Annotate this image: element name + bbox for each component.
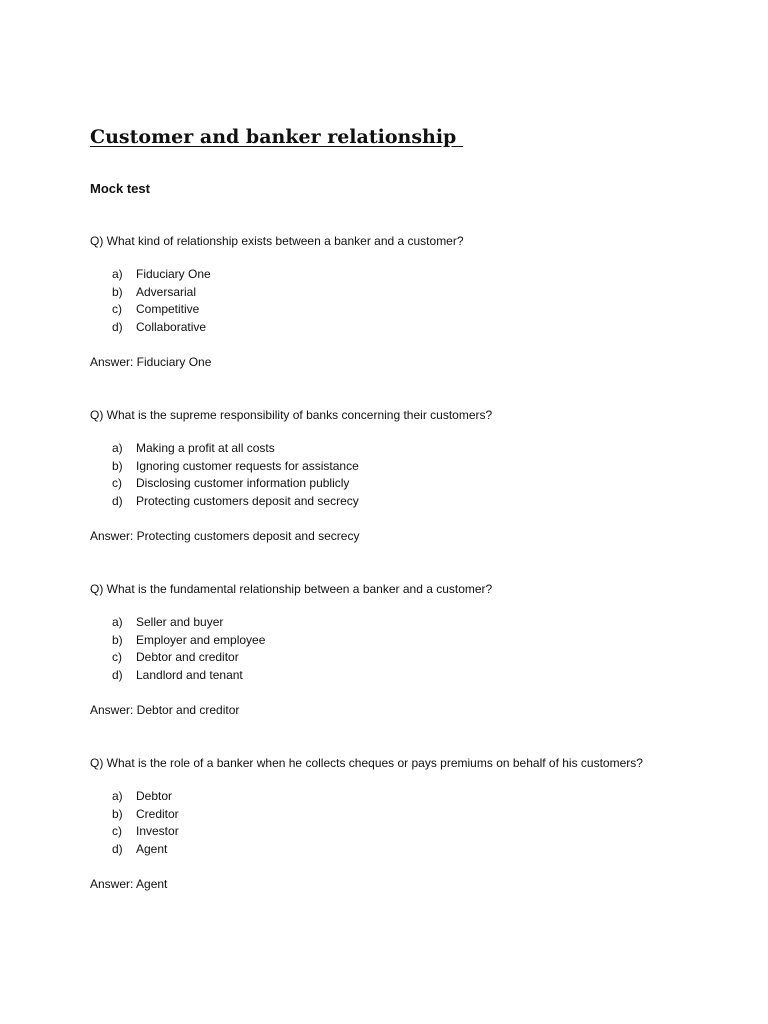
option-list — [90, 788, 730, 858]
option-letter: d) — [112, 319, 123, 334]
option-item — [112, 841, 730, 859]
option-item — [112, 440, 730, 458]
answer-text: Answer: Fiduciary One — [90, 355, 212, 369]
option-letter: a) — [112, 441, 123, 455]
question-text: Q) What is the role of a banker when he collects cheques or pays premiums on behalf of his customers? — [90, 756, 643, 770]
option-letter: c) — [112, 302, 122, 316]
option-item — [112, 823, 730, 841]
option-item — [112, 284, 730, 302]
answer-text: Answer: Agent — [90, 877, 168, 891]
option-text: Debtor and creditor — [136, 650, 239, 664]
option-item — [112, 806, 730, 824]
option-text: Disclosing customer information publicly — [136, 476, 350, 490]
option-text: Collaborative — [136, 319, 207, 334]
answer-text: Answer: Protecting customers deposit and secrecy — [90, 529, 360, 543]
option-letter: c) — [112, 650, 122, 664]
option-item — [112, 788, 730, 806]
question-block — [90, 754, 730, 893]
option-letter: d) — [112, 841, 123, 856]
option-letter: c) — [112, 476, 122, 490]
option-item — [112, 301, 730, 319]
option-text: Protecting customers deposit and secrecy — [136, 493, 359, 508]
option-list — [90, 614, 730, 684]
document-subtitle: Mock test — [90, 181, 150, 196]
option-letter: d) — [112, 493, 123, 508]
option-letter: a) — [112, 789, 123, 803]
document-title: Customer and banker relationship — [90, 126, 463, 148]
question-text: Q) What is the supreme responsibility of banks concerning their customers? — [90, 408, 493, 422]
question-block — [90, 580, 730, 719]
option-text: Adversarial — [136, 284, 197, 299]
option-item — [112, 266, 730, 284]
option-text: Fiduciary One — [136, 267, 211, 281]
option-letter: b) — [112, 284, 123, 299]
option-text: Investor — [136, 824, 179, 838]
option-item — [112, 458, 730, 476]
answer-text: Answer: Debtor and creditor — [90, 703, 240, 717]
question-block — [90, 232, 730, 371]
option-letter: a) — [112, 615, 123, 629]
option-letter: d) — [112, 667, 123, 682]
option-letter: b) — [112, 458, 123, 473]
option-text: Employer and employee — [136, 632, 266, 647]
option-item — [112, 614, 730, 632]
option-text: Competitive — [136, 302, 200, 316]
option-item — [112, 667, 730, 685]
option-item — [112, 632, 730, 650]
option-text: Ignoring customer requests for assistance — [136, 458, 359, 473]
option-text: Debtor — [136, 789, 173, 803]
option-item — [112, 475, 730, 493]
option-letter: b) — [112, 632, 123, 647]
question-text: Q) What is the fundamental relationship between a banker and a customer? — [90, 582, 493, 596]
option-list — [90, 440, 730, 510]
document-page — [90, 124, 730, 893]
option-text: Seller and buyer — [136, 615, 224, 629]
question-block — [90, 406, 730, 545]
option-list — [90, 266, 730, 336]
option-item — [112, 649, 730, 667]
option-text: Agent — [136, 841, 168, 856]
option-text: Landlord and tenant — [136, 667, 243, 682]
option-text: Creditor — [136, 806, 179, 821]
option-letter: a) — [112, 267, 123, 281]
option-item — [112, 319, 730, 337]
option-item — [112, 493, 730, 511]
question-text: Q) What kind of relationship exists between a banker and a customer? — [90, 234, 464, 248]
option-text: Making a profit at all costs — [136, 441, 275, 455]
option-letter: b) — [112, 806, 123, 821]
option-letter: c) — [112, 824, 122, 838]
